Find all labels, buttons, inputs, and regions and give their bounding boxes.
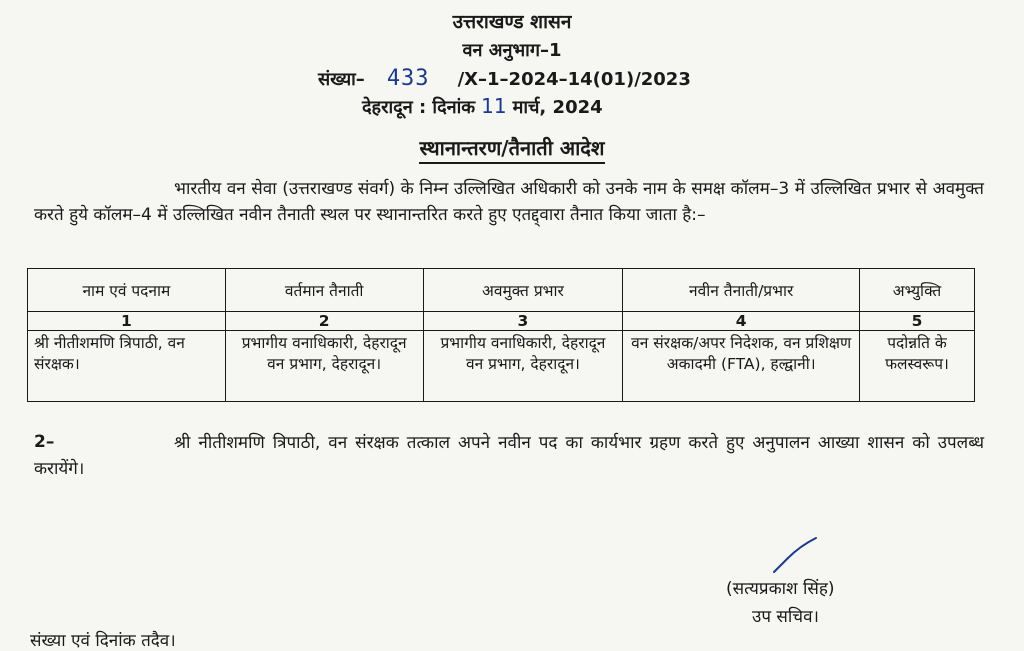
department-heading: वन अनुभाग–1 <box>462 40 562 61</box>
header-current-posting: वर्तमान तैनाती <box>225 269 423 312</box>
order-number-line <box>318 66 691 91</box>
column-number: 3 <box>423 312 623 331</box>
paragraph-2: श्री नीतीशमणि त्रिपाठी, वन संरक्षक तत्काल अपने नवीन पद का कार्यभार ग्रहण करते हुए अनुपालन आख्या शासन को उपलब्ध करायेंगे। <box>34 433 984 479</box>
government-heading: उत्तराखण्ड शासन <box>452 11 572 33</box>
number-label: संख्या– <box>318 69 365 90</box>
cell-remarks: पदोन्नति के फलस्वरूप। <box>860 331 975 402</box>
header-name: नाम एवं पदनाम <box>28 269 226 312</box>
paragraph-2-number: 2– <box>34 432 55 452</box>
signatory-designation: उप सचिव। <box>752 607 819 627</box>
order-title <box>0 134 1024 161</box>
date-line <box>362 94 603 119</box>
footer-cutoff-line: संख्या एवं दिनांक तदैव। <box>30 631 176 651</box>
column-number: 2 <box>225 312 423 331</box>
date-prefix: देहरादून : दिनांक <box>362 97 476 118</box>
order-title-text: स्थानान्तरण/तैनाती आदेश <box>419 136 604 164</box>
paragraph-1: भारतीय वन सेवा (उत्तराखण्ड संवर्ग) के निम्न उल्लिखित अधिकारी को उनके नाम के समक्ष कॉलम–3 में उल्लिखित प्रभार से अवमुक्त करते हुये कॉलम–4 में उल्लिखित नवीन तैनाती स्थल पर स्थानान्तरित करते हुए एतद्द्वारा तैनात किया जाता है:– <box>34 179 984 225</box>
table-header-row <box>28 269 975 312</box>
signature-mark <box>770 536 820 576</box>
cell-new-posting: वन संरक्षक/अपर निदेशक, वन प्रशिक्षण अकादमी (FTA), हल्द्वानी। <box>623 331 860 402</box>
column-number: 5 <box>860 312 975 331</box>
posting-table <box>27 268 975 402</box>
signatory-name: (सत्यप्रकाश सिंह) <box>726 579 835 599</box>
handwritten-date-day: 11 <box>481 94 507 118</box>
column-number: 1 <box>28 312 226 331</box>
cell-relieved-charge: प्रभागीय वनाधिकारी, देहरादून वन प्रभाग, देहरादून। <box>423 331 623 402</box>
header-relieved-charge: अवमुक्त प्रभार <box>423 269 623 312</box>
table-row <box>28 331 975 402</box>
header-remarks: अभ्युक्ति <box>860 269 975 312</box>
header-new-posting: नवीन तैनाती/प्रभार <box>623 269 860 312</box>
cell-name: श्री नीतीशमणि त्रिपाठी, वन संरक्षक। <box>28 331 226 402</box>
cell-current-posting: प्रभागीय वनाधिकारी, देहरादून वन प्रभाग, देहरादून। <box>225 331 423 402</box>
number-reference: /X–1–2024–14(01)/2023 <box>457 69 691 90</box>
handwritten-number: 433 <box>386 66 430 91</box>
column-number: 4 <box>623 312 860 331</box>
date-rest: मार्च, 2024 <box>512 97 603 118</box>
table-column-number-row <box>28 312 975 331</box>
